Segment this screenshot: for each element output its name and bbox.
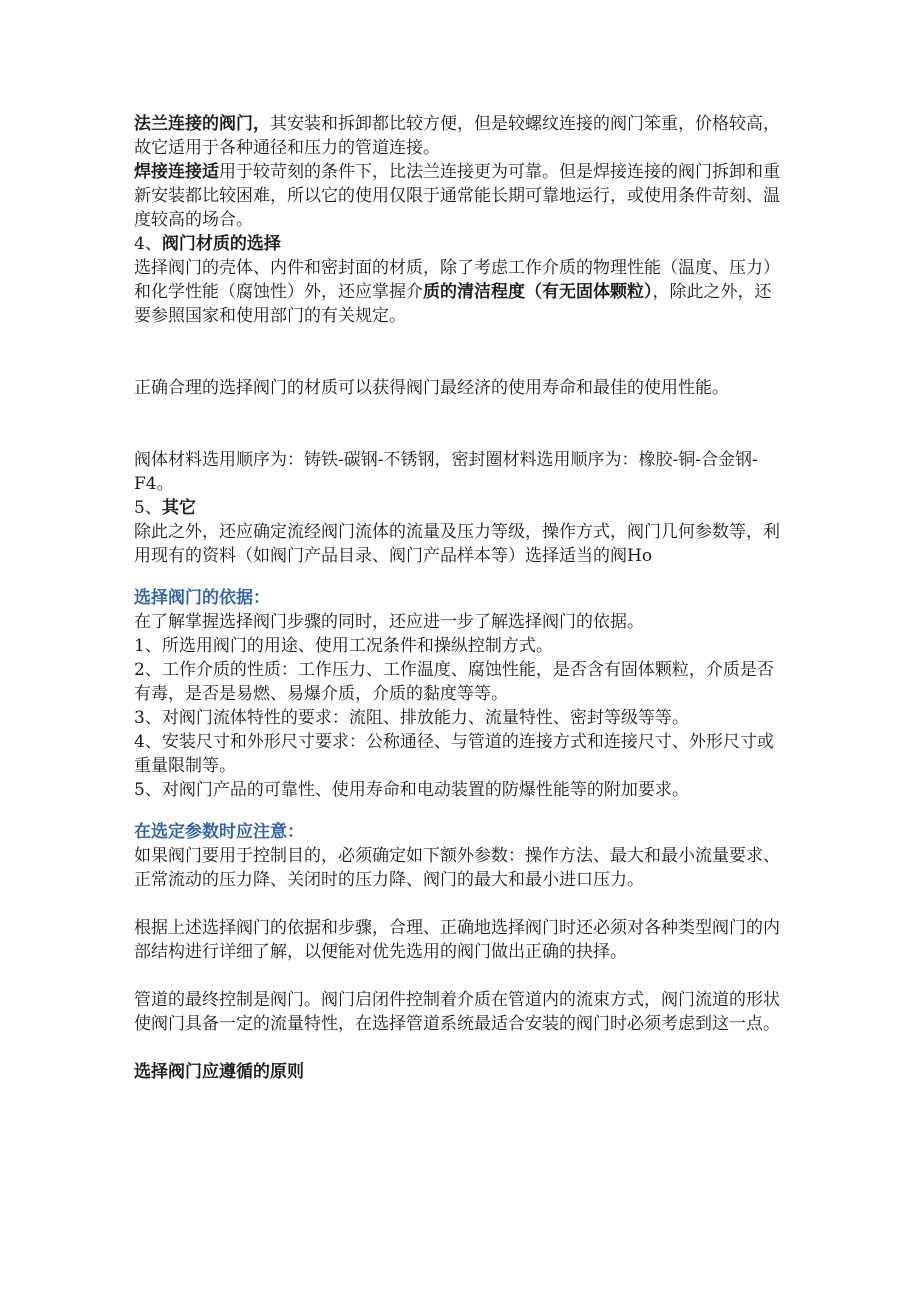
paragraph-welding: 焊接连接适用于较苛刻的条件下，比法兰连接更为可靠。但是焊接连接的阀门拆卸和重新安装都比较困难，所以它的使用仅限于通常能长期可靠地运行，或使用条件苛刻、温度较高的场合。	[134, 162, 780, 230]
paragraph-other: 除此之外，还应确定流经阀门流体的流量及压力等级，操作方式，阀门几何参数等，利用现有的资料（如阀门产品目录、阀门产品样本等）选择适当的阀Ho	[134, 522, 780, 566]
paragraph-final-control: 管道的最终控制是阀门。阀门启闭件控制着介质在管道内的流束方式，阀门流道的形状使阀门具备一定的流量特性，在选择管道系统最适合安装的阀门时必须考虑到这一点。	[134, 990, 780, 1034]
list-item: 4、安装尺寸和外形尺寸要求：公称通径、与管道的连接方式和连接尺寸、外形尺寸或重量限制等。	[134, 732, 774, 776]
section-heading-5: 5、其它	[134, 498, 196, 518]
list-item: 3、对阀门流体特性的要求：流阻、排放能力、流量特性、密封等级等等。	[134, 708, 689, 728]
paragraph-selection-summary: 根据上述选择阀门的依据和步骤，合理、正确地选择阀门时还必须对各种类型阀门的内部结构进行详细了解，以便能对优先选用的阀门做出正确的抉择。	[134, 918, 780, 962]
paragraph-material: 选择阀门的壳体、内件和密封面的材质，除了考虑工作介质的物理性能（温度、压力）和化学性能（腐蚀性）外，还应掌握介质的清洁程度（有无固体颗粒），除此之外，还要参照国家和使用部门的有关规定。	[134, 258, 780, 326]
paragraph-basis-intro: 在了解掌握选择阀门步骤的同时，还应进一步了解选择阀门的依据。	[134, 612, 644, 632]
section-heading-params: 在选定参数时应注意：	[134, 822, 304, 842]
section-heading-basis: 选择阀门的依据：	[134, 588, 270, 608]
document-body	[134, 112, 782, 1084]
paragraph-material-benefit: 正确合理的选择阀门的材质可以获得阀门最经济的使用寿命和最佳的使用性能。	[134, 378, 729, 398]
section-heading-4: 4、阀门材质的选择	[134, 234, 281, 254]
paragraph-flange: 法兰连接的阀门，其安装和拆卸都比较方便，但是较螺纹连接的阀门笨重，价格较高，故它适用于各种通径和压力的管道连接。	[134, 114, 780, 158]
list-item: 1、所选用阀门的用途、使用工况条件和操纵控制方式。	[134, 636, 553, 656]
list-item: 2、工作介质的性质：工作压力、工作温度、腐蚀性能，是否含有固体颗粒，介质是否有毒，是否是易燃、易爆介质，介质的黏度等等。	[134, 660, 774, 704]
paragraph-material-order: 阀体材料选用顺序为：铸铁-碳钢-不锈钢，密封圈材料选用顺序为：橡胶-铜-合金钢-F4。	[134, 450, 758, 494]
bold-lead: 法兰连接的阀门，	[134, 114, 270, 134]
list-item: 5、对阀门产品的可靠性、使用寿命和电动装置的防爆性能等的附加要求。	[134, 780, 689, 800]
bold-lead: 焊接连接适	[134, 162, 219, 182]
section-heading-principles: 选择阀门应遵循的原则	[134, 1062, 304, 1082]
paragraph-params: 如果阀门要用于控制目的，必须确定如下额外参数：操作方法、最大和最小流量要求、正常流动的压力降、关闭时的压力降、阀门的最大和最小进口压力。	[134, 846, 780, 890]
